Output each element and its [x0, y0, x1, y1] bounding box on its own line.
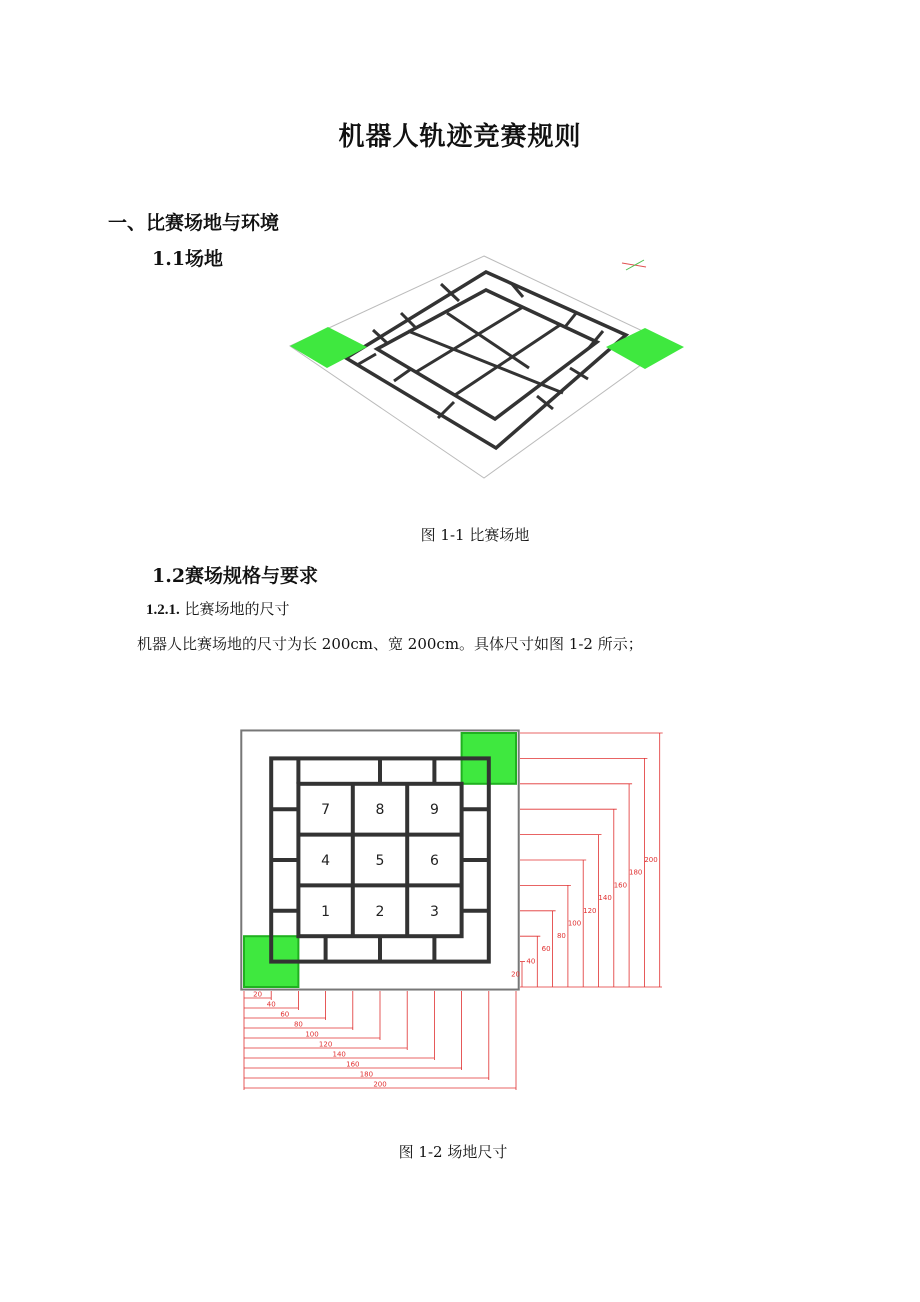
dimension-label: 120: [583, 906, 597, 915]
cell-number: 4: [321, 853, 331, 869]
field-isometric-figure: [280, 250, 690, 482]
dimension-label: 160: [346, 1060, 360, 1069]
cell-number: 3: [429, 903, 439, 920]
dimension-label: 100: [305, 1030, 319, 1039]
subsection-heading: [146, 598, 290, 619]
dimension-label: 140: [332, 1050, 346, 1059]
dimension-label: 180: [629, 868, 643, 877]
document-title: 机器人轨迹竞赛规则: [338, 122, 582, 152]
subsection-title: 比赛场地的尺寸: [184, 600, 290, 618]
section-heading-1: 一、比赛场地与环境: [108, 212, 280, 234]
dimension-label: 160: [613, 881, 628, 890]
section-heading-1-1: 1.1场地: [152, 248, 224, 270]
dimension-label: 80: [293, 1020, 303, 1029]
cell-number: 6: [429, 853, 439, 869]
subsection-number: 1.2.1.: [146, 602, 180, 618]
cell-number: 9: [429, 802, 439, 819]
dimension-label: 20: [511, 970, 520, 979]
dimension-label: 200: [644, 856, 658, 864]
cell-number: 5: [375, 853, 385, 869]
cell-number: 8: [375, 802, 385, 819]
dimension-label: 180: [359, 1070, 374, 1079]
figure-1-caption: 图 1-1 比赛场地: [420, 526, 530, 544]
dimension-label: 100: [567, 919, 582, 928]
field-dimensions-figure: [230, 720, 680, 1095]
dimension-label: 140: [598, 894, 612, 903]
dimension-label: 200: [373, 1080, 387, 1089]
figure-2-caption: 图 1-2 场地尺寸: [398, 1143, 508, 1161]
cell-number: 7: [321, 802, 331, 819]
dimension-label: 20: [253, 990, 263, 999]
cell-number: 1: [321, 903, 331, 920]
dimension-label: 40: [266, 1000, 276, 1009]
section-heading-1-2: 1.2赛场规格与要求: [152, 565, 319, 587]
cell-number: 2: [375, 903, 385, 920]
dimension-label: 60: [280, 1010, 290, 1019]
dimension-label: 60: [541, 944, 551, 953]
dimension-label: 80: [556, 932, 566, 941]
dimension-label: 40: [526, 957, 536, 966]
dimension-label: 120: [318, 1040, 333, 1049]
body-paragraph: 机器人比赛场地的尺寸为长 200cm、宽 200cm。具体尺寸如图 1-2 所示；: [137, 635, 643, 653]
